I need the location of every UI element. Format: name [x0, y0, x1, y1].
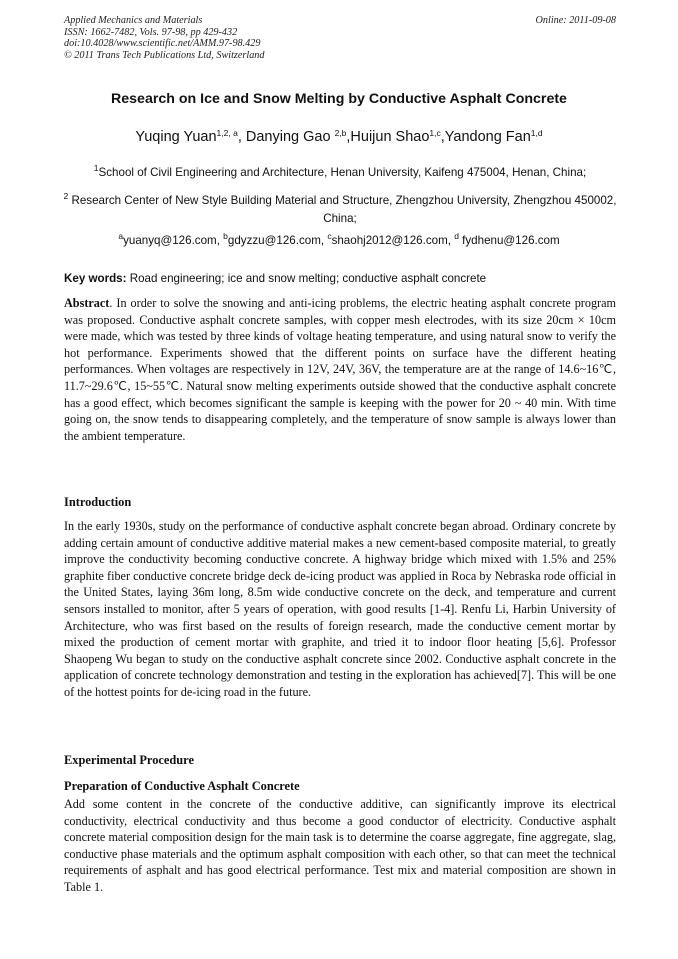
- author-name: ,Huijun Shao: [346, 129, 430, 145]
- journal-copyright: © 2011 Trans Tech Publications Ltd, Switzerland: [64, 49, 265, 61]
- email-mark: d: [454, 231, 459, 241]
- preparation-subheading: Preparation of Conductive Asphalt Concrete: [64, 779, 300, 793]
- journal-name: Applied Mechanics and Materials: [64, 15, 203, 26]
- author-affiliation-mark: 1,2, a: [216, 128, 238, 138]
- online-date: Online: 2011-09-08: [535, 15, 616, 26]
- abstract-label: Abstract: [64, 296, 110, 310]
- journal-doi: doi:10.4028/www.scientific.net/AMM.97-98.429: [64, 38, 261, 50]
- journal-issn: ISSN: 1662-7482, Vols. 97-98, pp 429-432: [64, 26, 238, 38]
- author-list: [0, 129, 678, 145]
- author-emails: [0, 231, 678, 247]
- email-mark: c: [327, 231, 332, 241]
- email-mark: a: [118, 231, 124, 241]
- abstract-text: . In order to solve the snowing and anti-icing problems, the electric heating asphalt concrete program was proposed. Conductive asphalt concrete samples, with copper mesh electrodes, with its size 20cm × 10cm were made, which was tested by three kinds of voltage heating temperature, and using natural snow to verify the hot performance. Experiments showed that the different points on surface have the different heating performances. When voltages are respectively in 12V, 24V, 36V, the temperature are at the range of 14.6~16℃, 11.7~29.6℃, 15~55℃. Natural snow melting experiments outside showed that the conductive asphalt concrete has a good effect, which becomes significant the sample is keeping with the power for 20 ~ 40 min. With time going on, the snow tends to disappearing completely, and the temperature of snow sample is always lower than the ambient temperature.: [64, 296, 616, 443]
- keywords-label: Key words:: [64, 272, 127, 285]
- author-name: Yuqing Yuan: [135, 129, 217, 145]
- keywords: [64, 272, 616, 285]
- experimental-heading: Experimental Procedure: [64, 753, 194, 767]
- affiliation-text: School of Civil Engineering and Architecture, Henan University, Kaifeng 475004, Henan, China;: [98, 166, 587, 179]
- author-name: ,Yandong Fan: [440, 129, 531, 145]
- introduction-text: In the early 1930s, study on the performance of conductive asphalt concrete began abroad. Ordinary concrete by adding certain amount of conductive additive material makes a new cement-based composite material, to greatly improve the conductivity becoming conductive concrete. A highway bridge which mixed with 1.5% and 25% graphite fiber conductive concrete bridge deck de-icing product was applied in Roca by Nebraska rode official in the United States, laying 36m long, 8.5m wide conductive concrete on the deck, and temperature and current sensors installed to monitor, after 5 years of operation, with good results [1-4]. Renfu Li, Harbin University of Architecture, who was first based on the results of foreign research, made the conductive cement mortar by mixed the production of cement mortar with graphite, and tried it to indoor floor heating [5,6]. Professor Shaopeng Wu began to study on the conductive asphalt concrete since 2002. Conductive asphalt concrete in the application of concrete technology demonstration and testing in the exploration has achieved[7]. This will be one of the hottest points for de-icing road in the future.: [64, 519, 616, 699]
- author-affiliation-mark: 2,b: [334, 128, 347, 138]
- affiliation-2: [62, 192, 618, 228]
- affiliation-text: Research Center of New Style Building Material and Structure, Zhengzhou University, Zhengzhou 450002, China;: [68, 194, 617, 225]
- abstract: [64, 295, 616, 444]
- email-link[interactable]: fydhenu@126.com: [458, 234, 560, 247]
- introduction-heading: Introduction: [64, 495, 132, 509]
- preparation-text: Add some content in the concrete of the conductive additive, can significantly improve its electrical conductivity, electrical conductivity and thus become a good conductor of electricity. Conductive asphalt concrete material composition design for the main task is to determine the coarse aggregate, fine aggregate, slag, conductive phase materials and the optimum asphalt composition with each other, so that can meet the technical requirements of asphalt and has good electrical performance. Test mix and material composition are shown in Table 1.: [64, 797, 616, 894]
- journal-header: [64, 15, 616, 61]
- author-affiliation-mark: 1,c: [429, 128, 441, 138]
- affiliation-mark: 1: [93, 163, 99, 173]
- paper-title: Research on Ice and Snow Melting by Conductive Asphalt Concrete: [111, 91, 567, 107]
- email-mark: b: [223, 231, 228, 241]
- email-link[interactable]: gdyzzu@126.com,: [227, 234, 328, 247]
- email-link[interactable]: yuanyq@126.com,: [123, 234, 224, 247]
- affiliation-mark: 2: [63, 191, 69, 201]
- keywords-text: Road engineering; ice and snow melting; conductive asphalt concrete: [126, 272, 487, 285]
- author-affiliation-mark: 1,d: [530, 128, 543, 138]
- affiliation-1: [62, 164, 618, 182]
- email-link[interactable]: shaohj2012@126.com,: [331, 234, 455, 247]
- author-name: , Danying Gao: [237, 129, 335, 145]
